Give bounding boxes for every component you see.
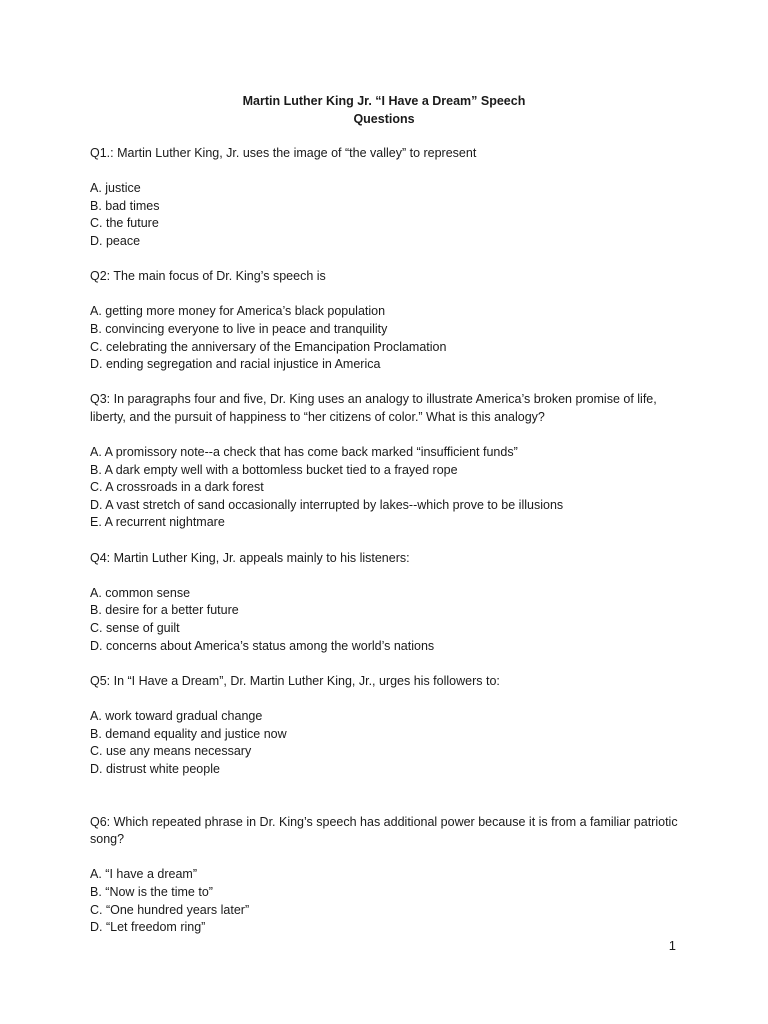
question-3 <box>90 391 690 532</box>
option-a: A. work toward gradual change <box>90 709 263 723</box>
question-text: Q1.: Martin Luther King, Jr. uses the image of “the valley” to represent <box>90 146 477 160</box>
question-list <box>90 145 690 937</box>
option-d: D. peace <box>90 233 141 248</box>
option-a: A. justice <box>90 181 141 196</box>
question-text: Q2: The main focus of Dr. King’s speech is <box>90 269 326 284</box>
option-d: D. “Let freedom ring” <box>90 920 206 935</box>
question-text: Q6: Which repeated phrase in Dr. King’s speech has additional power because it is from a familiar patriotic song? <box>90 814 678 847</box>
option-a: A. A promissory note--a check that has come back marked “insufficient funds” <box>90 445 518 460</box>
page-number: 1 <box>668 938 676 953</box>
option-a: A. “I have a dream” <box>90 867 197 882</box>
question-1 <box>90 145 690 251</box>
option-d: D. ending segregation and racial injustice in America <box>90 357 381 372</box>
option-b: B. demand equality and justice now <box>90 726 287 741</box>
question-5 <box>90 673 690 779</box>
options-list <box>90 180 690 250</box>
question-text: Q4: Martin Luther King, Jr. appeals mainly to his listeners: <box>90 550 410 565</box>
option-b: B. convincing everyone to live in peace and tranquility <box>90 321 388 336</box>
options-list <box>90 585 690 655</box>
option-a: A. getting more money for America’s black population <box>90 304 386 319</box>
option-d: D. distrust white people <box>90 761 220 776</box>
document-title: Martin Luther King Jr. “I Have a Dream” Speech <box>242 94 526 108</box>
question-6 <box>90 814 690 937</box>
title-block <box>0 93 768 128</box>
question-text: Q5: In “I Have a Dream”, Dr. Martin Luther King, Jr., urges his followers to: <box>90 673 500 688</box>
question-2 <box>90 268 690 374</box>
options-list <box>90 708 690 778</box>
question-4 <box>90 550 690 656</box>
option-e: E. A recurrent nightmare <box>90 515 225 530</box>
option-c: C. “One hundred years later” <box>90 902 250 917</box>
option-a: A. common sense <box>90 585 191 600</box>
option-d: D. A vast stretch of sand occasionally interrupted by lakes--which prove to be illusions <box>90 497 564 512</box>
option-b: B. A dark empty well with a bottomless bucket tied to a frayed rope <box>90 462 458 477</box>
option-b: B. bad times <box>90 198 160 213</box>
option-c: C. sense of guilt <box>90 621 180 636</box>
question-text: Q3: In paragraphs four and five, Dr. King uses an analogy to illustrate America’s broken promise of life, liberty, and the pursuit of happiness to “her citizens of color.” What is this analogy? <box>90 392 657 424</box>
options-list <box>90 303 690 373</box>
option-b: B. “Now is the time to” <box>90 884 213 899</box>
options-list <box>90 444 690 532</box>
document-subtitle: Questions <box>353 111 415 126</box>
option-c: C. A crossroads in a dark forest <box>90 480 264 495</box>
options-list <box>90 866 690 936</box>
option-c: C. celebrating the anniversary of the Emancipation Proclamation <box>90 339 447 354</box>
option-c: C. use any means necessary <box>90 744 252 759</box>
option-b: B. desire for a better future <box>90 603 239 618</box>
option-d: D. concerns about America’s status among the world’s nations <box>90 638 435 653</box>
option-c: C. the future <box>90 216 159 231</box>
